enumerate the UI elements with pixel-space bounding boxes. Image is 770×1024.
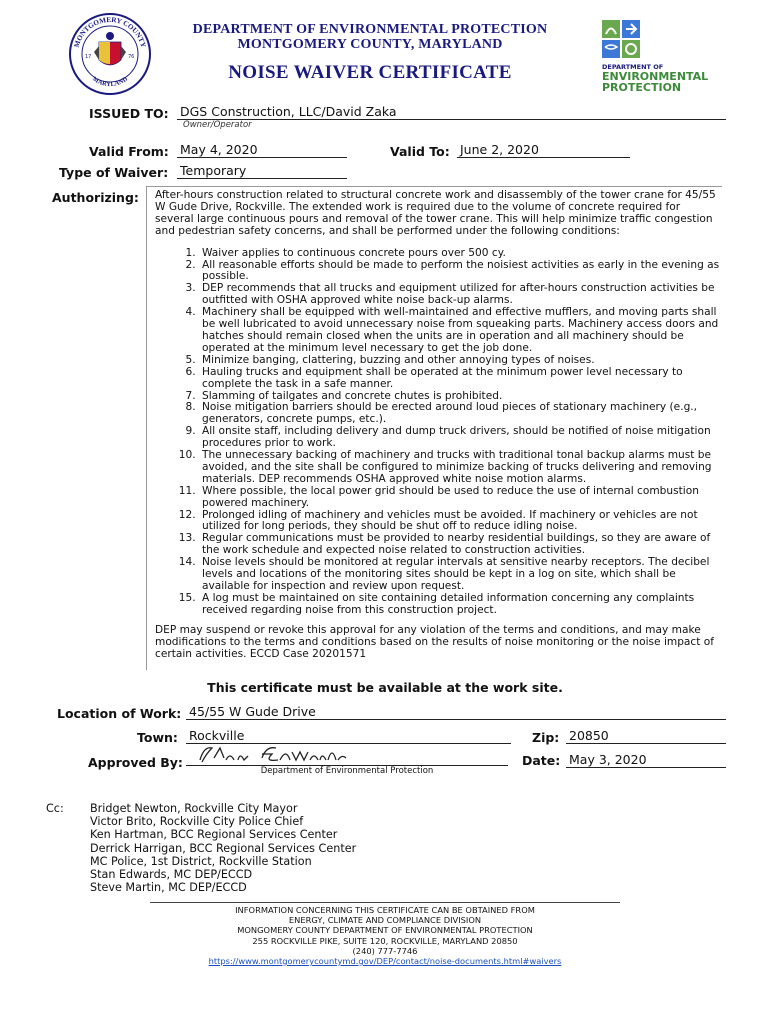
logo-line-2: ENVIRONMENTAL: [602, 70, 709, 83]
authorizing-label: Authorizing:: [52, 190, 139, 205]
authorizing-box: [146, 186, 722, 670]
location-label: Location of Work:: [57, 706, 182, 721]
condition-item: 15. A log must be maintained on site containing detailed information concerning any complaints received regarding noise from this construction project.: [199, 593, 722, 617]
condition-item: 9. All onsite staff, including delivery and dump truck drivers, should be notified of noise mitigation procedures prior to work.: [199, 426, 722, 450]
condition-item: 5. Minimize banging, clattering, buzzing and other annoying types of noises.: [199, 355, 722, 367]
dep-logo: [596, 20, 716, 95]
seal-top-text: MONTGOMERY COUNTY: [72, 15, 148, 49]
logo-line-3: PROTECTION: [602, 81, 682, 94]
cc-recipient: Victor Brito, Rockville City Police Chief: [90, 815, 304, 829]
county-seal: [68, 12, 152, 96]
approver-department: Department of Environmental Protection: [260, 766, 434, 776]
condition-item: 14. Noise levels should be monitored at regular intervals at sensitive nearby receptors. The decibel levels and locations of the monitoring sites should be kept in a log on site, which shall be available for inspection and review upon request.: [199, 557, 722, 593]
agency-line-1: DEPARTMENT OF ENVIRONMENTAL PROTECTION: [192, 22, 548, 37]
cc-label: Cc:: [46, 802, 64, 815]
condition-item: 10. The unnecessary backing of machinery and trucks with traditional tonal backup alarms must be avoided, and the site shall be configured to minimize backing of trucks delivering and removing materials. DEP recommends OSHA approved white noise motion alarms.: [199, 450, 722, 486]
valid-to-label: Valid To:: [390, 144, 450, 159]
cc-recipients: [90, 802, 356, 894]
authorizing-intro: After-hours construction related to structural concrete work and disassembly of the tower crane for 45/55 W Gude Drive, Rockville. The extended work is required due to the volume of concrete required for several large continuous pours and removal of the tower crane. This will help minimize traffic congestion and pedestrian safety concerns, and shall be performed under the following conditions:: [155, 189, 716, 237]
valid-from-label: Valid From:: [89, 144, 169, 159]
waivers-link[interactable]: https://www.montgomerycountymd.gov/DEP/contact/noise-documents.html#waivers: [208, 956, 562, 967]
logo-line-1: DEPARTMENT OF: [602, 63, 664, 71]
conditions-list: [155, 248, 722, 617]
town-value: Rockville: [186, 728, 511, 744]
agency-line-2: MONTGOMERY COUNTY, MARYLAND: [237, 37, 503, 52]
town-label: Town:: [137, 730, 178, 745]
condition-item: 11. Where possible, the local power grid should be used to reduce the use of internal combustion powered machinery.: [199, 486, 722, 510]
valid-to-value: June 2, 2020: [457, 142, 630, 158]
issued-to-value: DGS Construction, LLC/David Zaka: [177, 104, 726, 120]
approved-by-label: Approved By:: [88, 755, 183, 770]
waiver-type-value: Temporary: [177, 163, 347, 179]
footer-line-2: ENERGY, CLIMATE AND COMPLIANCE DIVISION: [288, 915, 482, 926]
authorizing-closing: DEP may suspend or revoke this approval for any violation of the terms and conditions, and may make modifications to the terms and conditions based on the results of noise monitoring or the noise impact of certain activities. ECCD Case 20201571: [155, 623, 714, 660]
certificate-title: NOISE WAIVER CERTIFICATE: [228, 62, 512, 83]
condition-item: 1. Waiver applies to continuous concrete pours over 500 cy.: [199, 248, 722, 260]
valid-from-value: May 4, 2020: [177, 142, 347, 158]
issued-to-label: ISSUED TO:: [89, 106, 169, 121]
cc-recipient: Derrick Harrigan, BCC Regional Services Center: [90, 841, 357, 855]
signature-mark: [196, 742, 356, 768]
footer-line-3: MONGOMERY COUNTY DEPARTMENT OF ENVIRONMENTAL PROTECTION: [237, 925, 533, 936]
owner-operator-label: Owner/Operator: [183, 120, 252, 130]
zip-label: Zip:: [532, 730, 560, 745]
condition-item: 2. All reasonable efforts should be made to perform the noisiest activities as early in the evening as possible.: [199, 260, 722, 284]
cc-recipient: MC Police, 1st District, Rockville Station: [90, 854, 312, 868]
availability-notice: This certificate must be available at the work site.: [207, 680, 563, 695]
zip-value: 20850: [566, 728, 726, 744]
footer-line-5: (240) 777-7746: [352, 945, 418, 956]
cc-recipient: Bridget Newton, Rockville City Mayor: [90, 802, 298, 815]
condition-item: 3. DEP recommends that all trucks and equipment utilized for after-hours construction activities be outfitted with OSHA approved white noise back-up alarms.: [199, 283, 722, 307]
condition-item: 7. Slamming of tailgates and concrete chutes is prohibited.: [199, 391, 722, 403]
condition-item: 4. Machinery shall be equipped with well-maintained and effective mufflers, and moving parts shall be well lubricated to avoid unnecessary noise from squeaking parts. Machinery access doors and hatches should remain closed when the units are in operation and all machinery should be operated at the minimum level necessary to get the job done.: [199, 307, 722, 355]
seal-year-right: 76: [128, 54, 135, 60]
location-value: 45/55 W Gude Drive: [186, 704, 726, 720]
seal-bottom-text: MARYLAND: [91, 75, 129, 89]
waiver-type-label: Type of Waiver:: [59, 165, 169, 180]
seal-year-left: 17: [85, 54, 92, 60]
condition-item: 12. Prolonged idling of machinery and vehicles must be avoided. If machinery or vehicles are not utilized for long periods, they should be shut off to reduce idling noise.: [199, 510, 722, 534]
cc-recipient: Ken Hartman, BCC Regional Services Center: [90, 828, 338, 842]
date-label: Date:: [522, 753, 561, 768]
condition-item: 6. Hauling trucks and equipment shall be operated at the minimum power level necessary to complete the task in a safe manner.: [199, 367, 722, 391]
recycle-tiles-icon: [602, 20, 642, 60]
footer-line-4: 255 ROCKVILLE PIKE, SUITE 120, ROCKVILLE, MARYLAND 20850: [252, 935, 518, 946]
date-value: May 3, 2020: [566, 752, 726, 768]
footer: [150, 902, 620, 966]
cc-recipient: Steve Martin, MC DEP/ECCD: [90, 881, 247, 895]
agency-header: [150, 22, 590, 52]
condition-item: 8. Noise mitigation barriers should be erected around loud pieces of stationary machinery (e.g., generators, concrete pumps, etc.).: [199, 402, 722, 426]
condition-item: 13. Regular communications must be provided to nearby residential buildings, so they are aware of the work schedule and expected noise related to construction activities.: [199, 533, 722, 557]
footer-line-1: INFORMATION CONCERNING THIS CERTIFICATE CAN BE OBTAINED FROM: [235, 905, 535, 915]
cc-recipient: Stan Edwards, MC DEP/ECCD: [90, 868, 253, 882]
